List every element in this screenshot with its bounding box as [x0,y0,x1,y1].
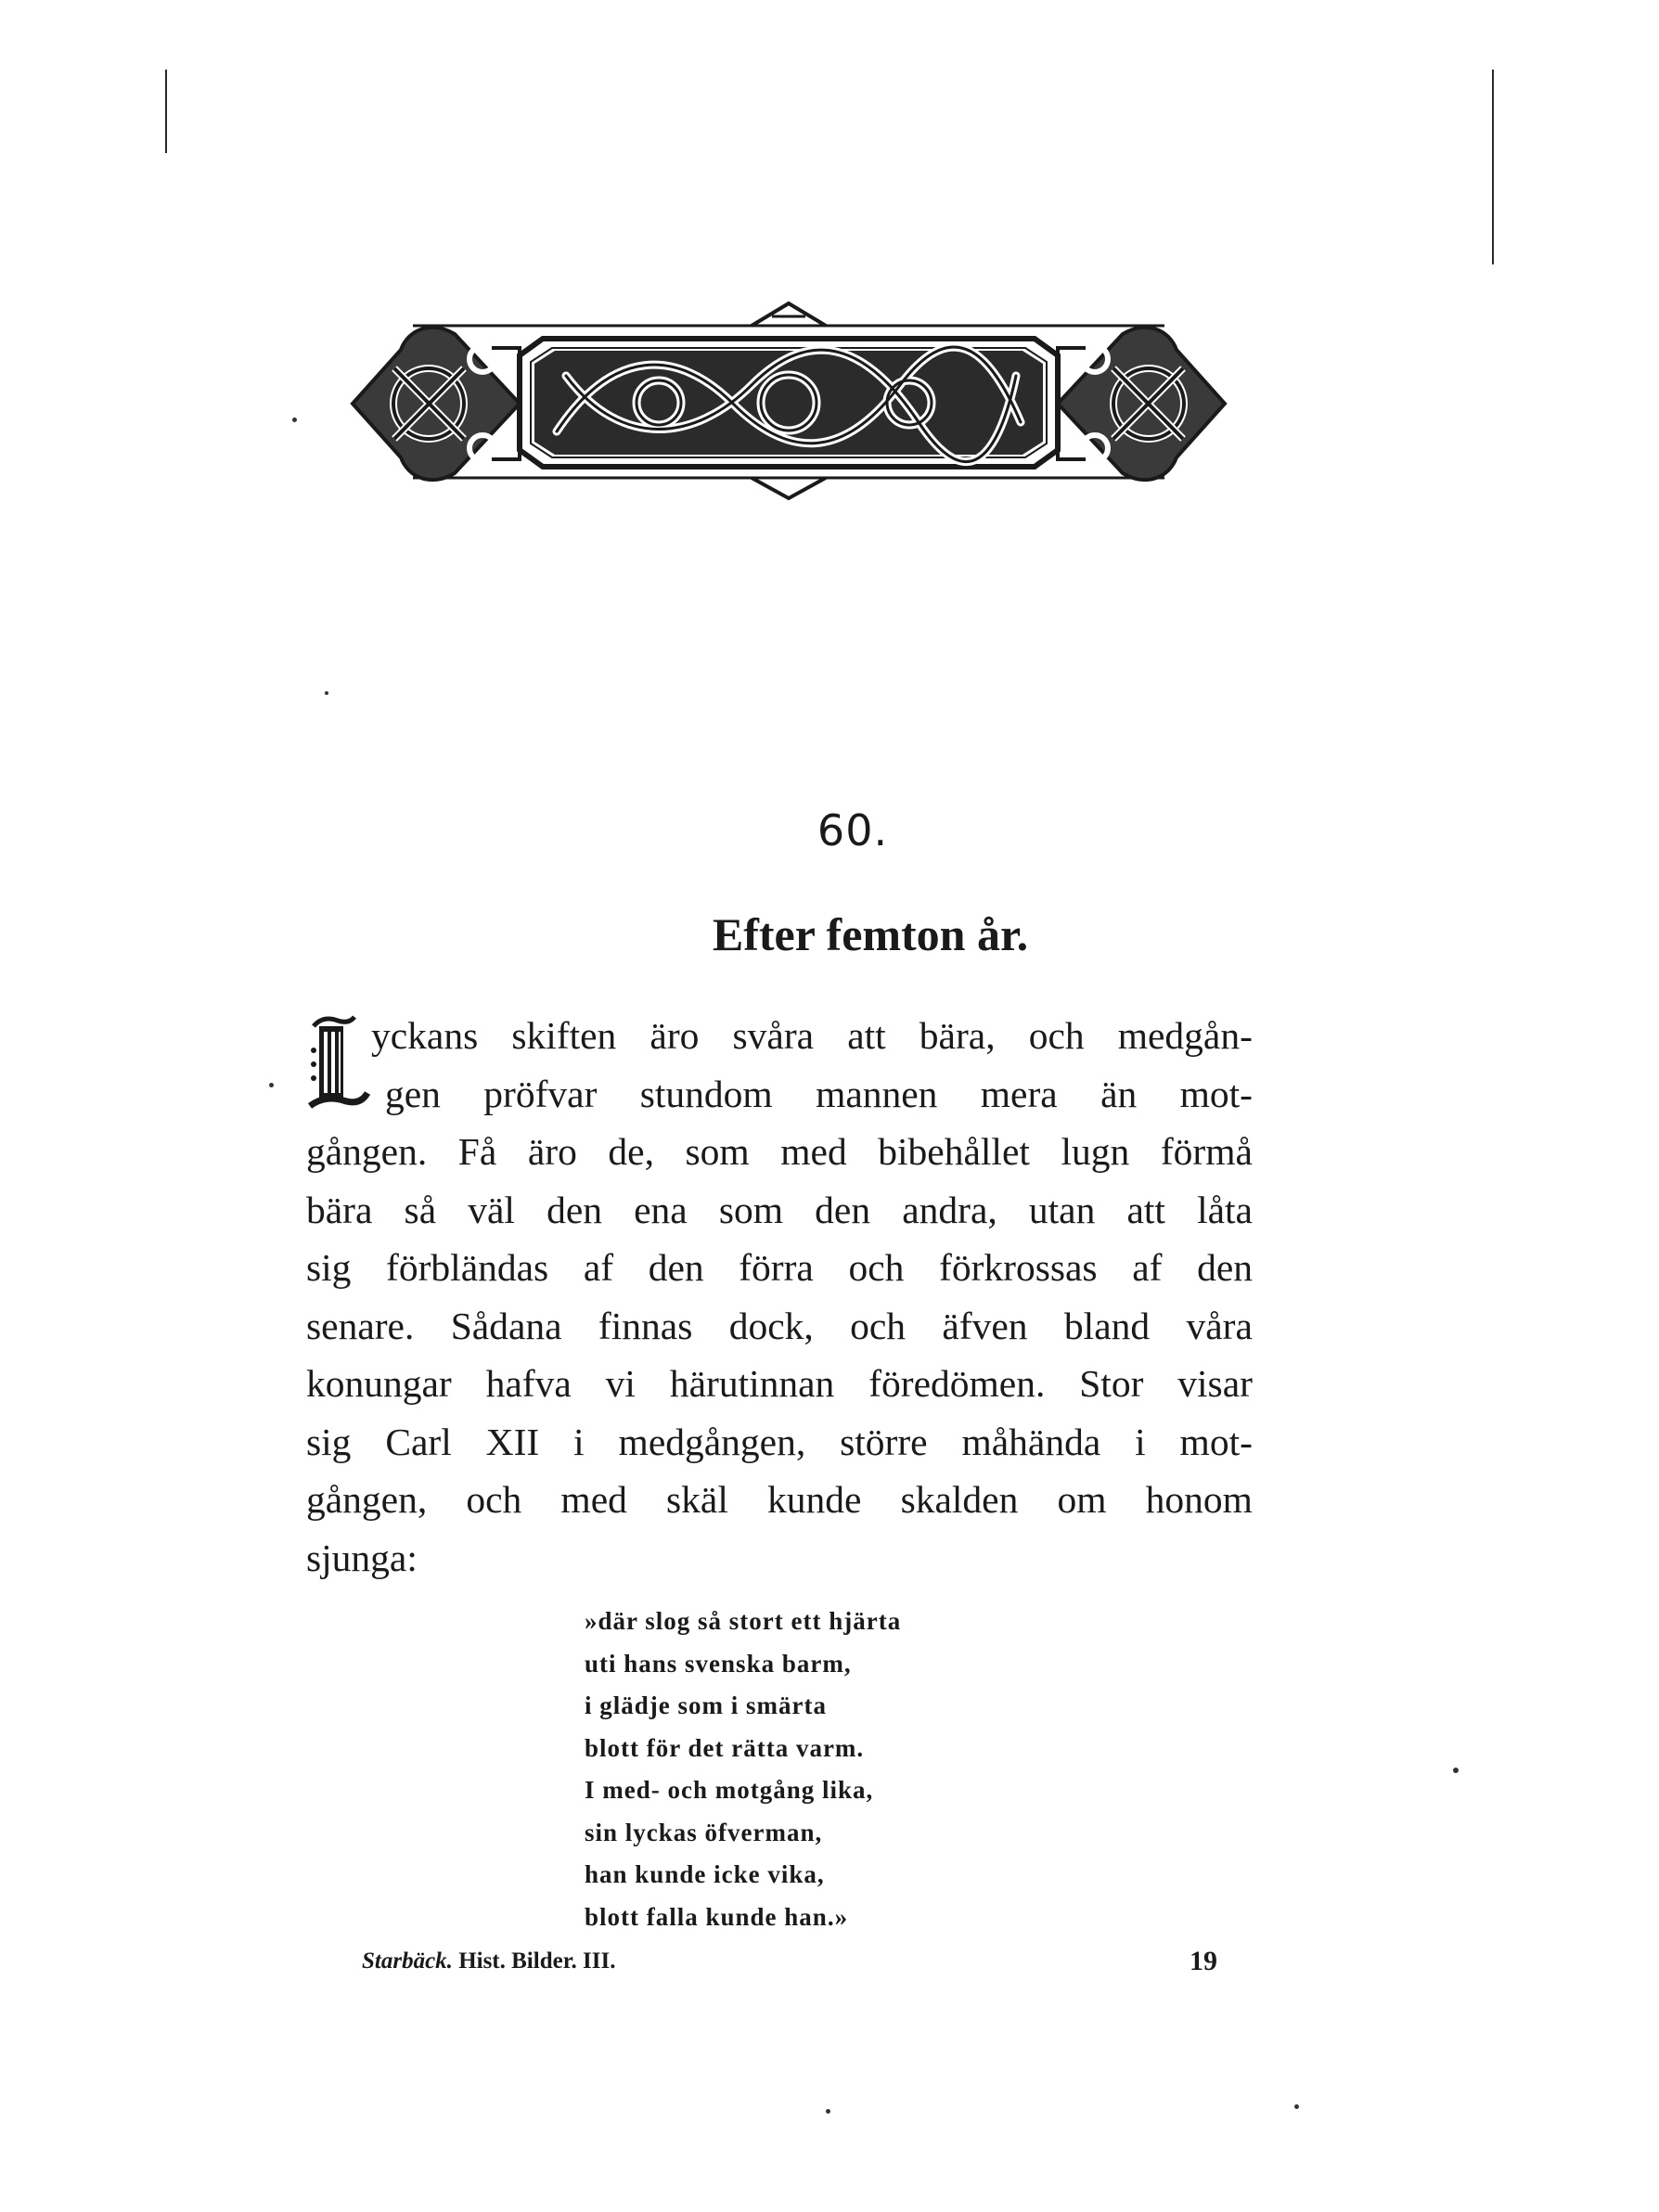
body-paragraph [306,1007,1253,1587]
poem-line: »där slog så stort ett hjärta [585,1607,902,1635]
scan-speck [1453,1768,1459,1773]
chapter-title: Efter femton år. [712,908,1029,960]
poem-line: i glädje som i smärta [585,1691,827,1719]
text-line: senare. Sådana finnas dock, och äfven bland våra [306,1304,1253,1347]
poem-line: sin lyckas öfverman, [585,1818,823,1846]
scan-speck [826,2109,830,2114]
footer-signature [362,1948,615,1974]
poem-line: uti hans svenska barm, [585,1649,852,1678]
scan-edge-right [1492,70,1494,264]
text-line: gen pröfvar stundom mannen mera än mot- [385,1072,1253,1115]
celtic-knot-ornament-icon [343,292,1234,515]
scan-edge-left [165,70,167,153]
footer-work: Hist. Bilder. III. [458,1948,616,1974]
scan-speck [292,418,297,422]
text-line: sig Carl XII i medgången, större måhända i mot- [306,1420,1253,1463]
text-line: sjunga: [306,1536,418,1579]
scan-speck [1294,2104,1299,2109]
scan-speck [269,1083,274,1087]
poem-line: blott falla kunde han.» [585,1902,849,1931]
page-number: 19 [1190,1946,1217,1976]
text-line: gången, och med skäl kunde skalden om honom [306,1478,1253,1521]
text-line: konungar hafva vi härutinnan föredömen. Stor visar [306,1362,1253,1405]
drop-cap [306,1013,371,1113]
chapter-number: 60. [817,805,889,855]
poem-line: han kunde icke vika, [585,1860,825,1888]
footer-author: Starbäck. [362,1948,453,1974]
text-line: yckans skiften äro svåra att bära, och medgån- [371,1014,1253,1057]
svg-text:L: L [330,1068,332,1070]
poem-line: blott för det rätta varm. [585,1733,865,1762]
text-line: gången. Få äro de, som med bibehållet lugn förmå [306,1130,1253,1173]
poem-line: I med- och motgång lika, [585,1776,874,1804]
scan-speck [325,691,328,695]
text-line: sig förbländas af den förra och förkrossas af den [306,1246,1253,1289]
text-line: bära så väl den ena som den andra, utan att låta [306,1188,1253,1231]
poem-quote [585,1601,901,1938]
